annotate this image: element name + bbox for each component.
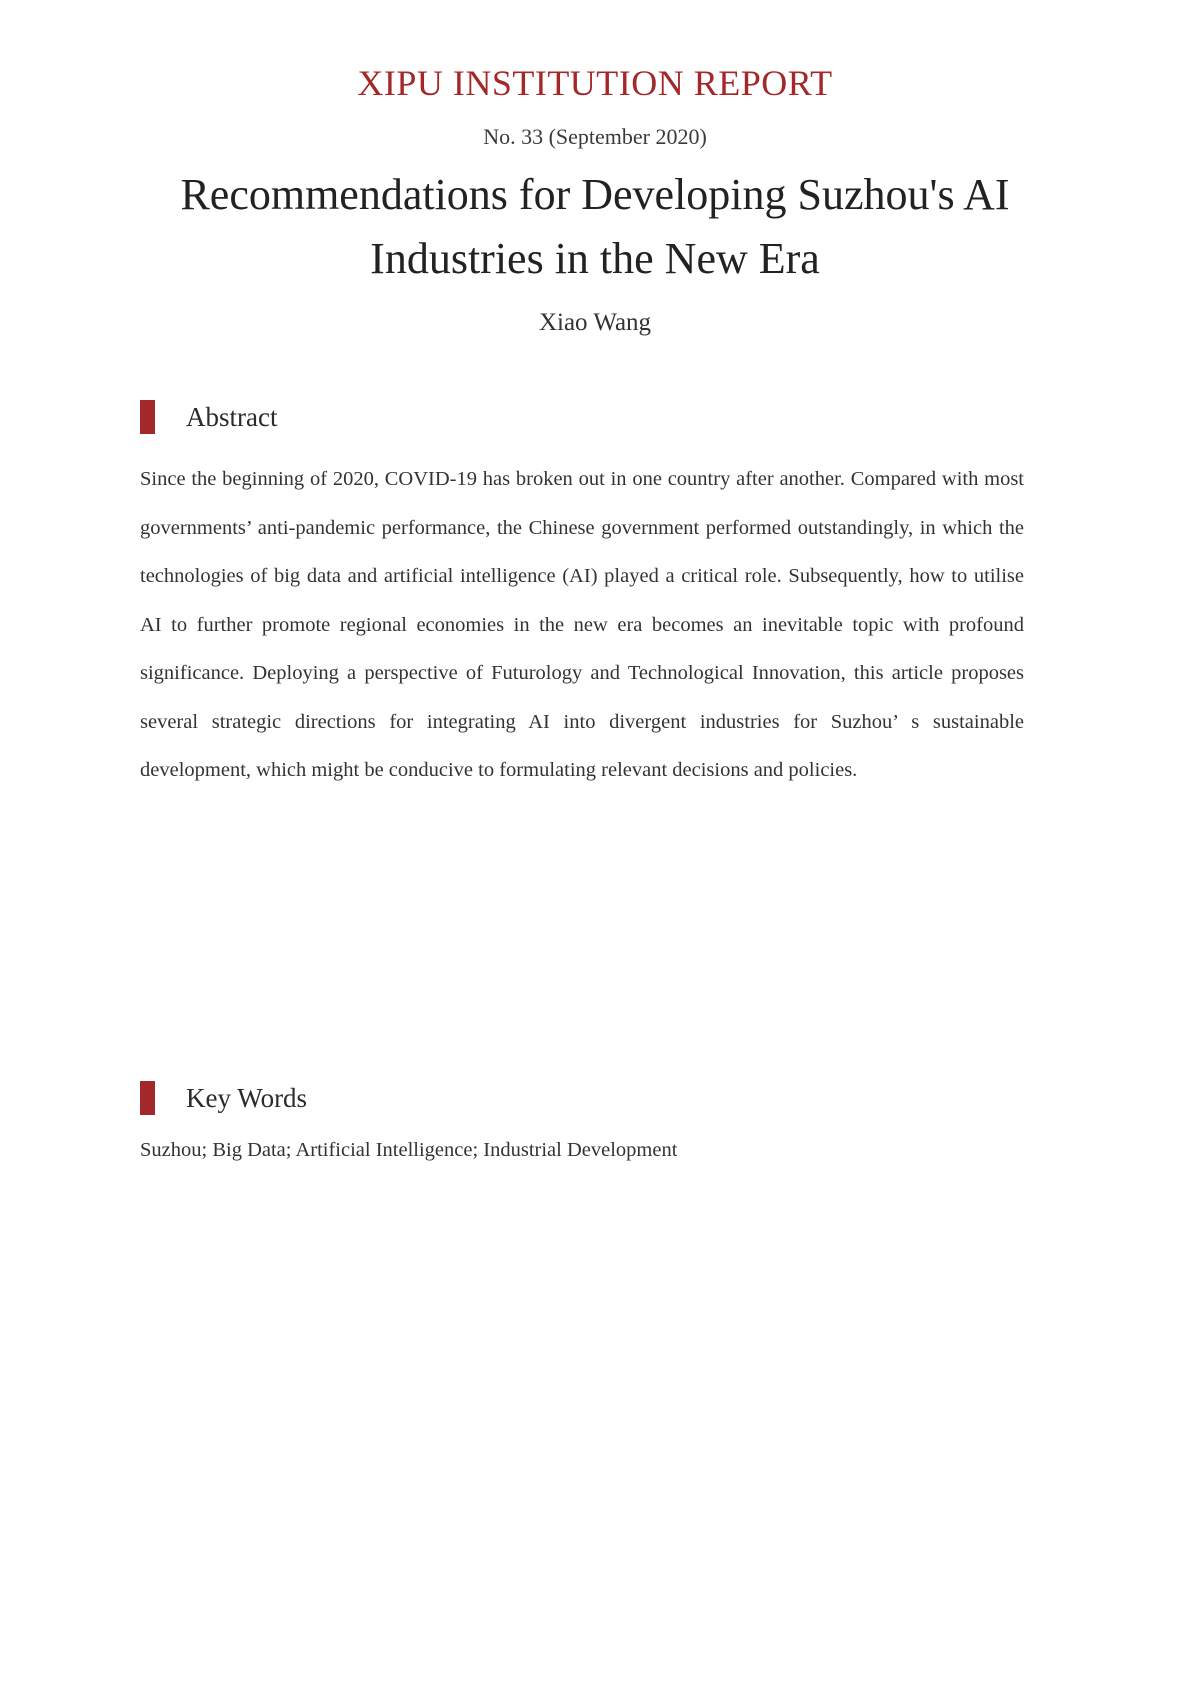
article-author: Xiao Wang [538, 309, 652, 336]
abstract-heading-label: Abstract [186, 401, 278, 432]
section-marker-bar [140, 1081, 155, 1115]
article-title: Recommendations for Developing Suzhou's AI Industries in the New Era [180, 170, 1010, 283]
abstract-text: Since the beginning of 2020, COVID-19 has broken out in one country after another. Compared with most governments’ anti-pandemic performance, the Chinese government performed outstandingly, in which the technologies of big data and artificial intelligence (AI) played a critical role. Subsequently, how to utilise AI to further promote regional economies in the new era becomes an inevitable topic with profound significance. Deploying a perspective of Futurology and Technological Innovation, this article proposes several strategic directions for integrating AI into divergent industries for Suzhou’ s sustainable development, which might be conducive to formulating relevant decisions and policies. [140, 468, 1024, 781]
issue-number: No. 33 (September 2020) [483, 124, 707, 149]
section-marker-bar [140, 400, 155, 434]
report-series-name: XIPU INSTITUTION REPORT [357, 63, 833, 103]
keywords-heading [140, 1081, 307, 1115]
keywords-heading-label: Key Words [186, 1082, 308, 1113]
keywords-text: Suzhou; Big Data; Artificial Intelligence; Industrial Development [140, 1139, 678, 1161]
abstract-heading [140, 400, 277, 434]
